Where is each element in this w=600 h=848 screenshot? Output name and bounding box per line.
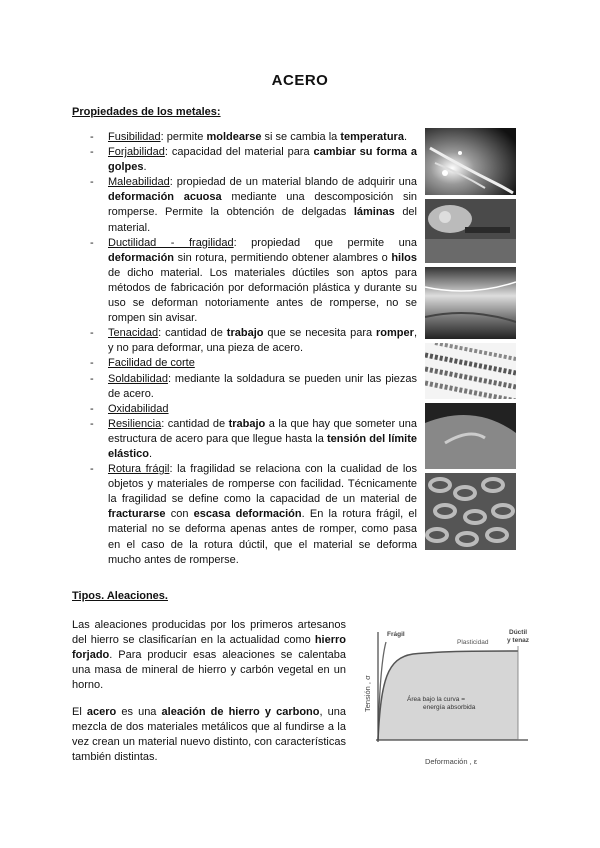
text: . xyxy=(148,447,153,460)
text: que se necesita para xyxy=(263,327,377,340)
text: . xyxy=(143,161,147,174)
term: Tenacidad xyxy=(108,327,159,340)
photo-steel-sheets xyxy=(425,267,516,339)
text: Las aleaciones producidas por los primeros artesanos del hierro se clasificarían en la actualidad como xyxy=(72,619,346,646)
x-axis-label: Deformación , ε xyxy=(425,757,478,766)
term: Maleabilidad xyxy=(108,176,170,189)
term: Soldabilidad xyxy=(108,372,168,385)
list-item xyxy=(90,462,417,568)
term: Rotura frágil xyxy=(108,463,170,476)
text: es una xyxy=(116,706,162,718)
text: : la fragilidad se relaciona con la cualidad de los objetos y materiales de romperse con facilidad. Técnicamente la fragilidad se define como la capacidad de un material de xyxy=(108,463,417,506)
term: Fusibilidad xyxy=(108,131,161,143)
list-item xyxy=(90,236,417,327)
term: Ductilidad - fragilidad xyxy=(108,236,234,249)
label-area-2: energía absorbida xyxy=(423,704,476,711)
photo-chains xyxy=(425,473,516,550)
bold-text: deformación acuosa xyxy=(108,191,222,204)
text: : cantidad de xyxy=(158,327,227,340)
text: con xyxy=(165,508,194,521)
list-item xyxy=(90,402,417,417)
bold-text: moldearse xyxy=(206,131,262,143)
bold-text: hilos xyxy=(391,251,417,264)
text: : capacidad del material para xyxy=(164,146,314,159)
section-heading-tipos: Tipos. Aleaciones. xyxy=(72,590,168,602)
bold-text: aleación de hierro y carbono xyxy=(161,706,320,718)
photo-wire-cables xyxy=(425,343,516,399)
text: a la que hay que someter una estructura de acero para que llegue hasta la xyxy=(108,417,417,445)
label-tenaz: y tenaz xyxy=(507,637,530,644)
bold-text: escasa deformación xyxy=(193,508,302,521)
list-item xyxy=(90,372,417,402)
bold-text: acero xyxy=(86,706,117,718)
text: de dicho material. Los materiales dúctiles son aptos para métodos de fabricación por deformación plástica y durante su uso se deforman notoriamente antes de romperse, no se rompen sin avisar. xyxy=(108,266,417,325)
bold-text: hierro forjado xyxy=(72,634,346,661)
text: , una mezcla de dos materiales metálicos que al fundirse a la vez crean un material nuevo distinto, con características también distintas. xyxy=(72,706,346,763)
paragraph-aleaciones xyxy=(72,618,346,693)
photo-steel-fracture xyxy=(425,403,516,469)
label-ductil: Dúctil xyxy=(509,629,528,636)
bold-text: cambiar su forma a golpes xyxy=(108,146,418,174)
section-heading-propiedades: Propiedades de los metales: xyxy=(72,106,221,118)
bold-text: trabajo xyxy=(228,417,266,430)
text: del material. xyxy=(108,206,417,234)
bold-text: fracturarse xyxy=(108,508,166,521)
text: mediante una descomposición sin romperse. Permite la obtención de delgadas xyxy=(108,191,418,219)
term: Facilidad de corte xyxy=(108,357,195,370)
bold-text: tensión del límite elástico xyxy=(108,432,417,460)
text: : cantidad de xyxy=(161,417,229,430)
label-plasticidad: Plasticidad xyxy=(457,639,489,646)
text: : mediante la soldadura se pueden unir las piezas de acero. xyxy=(108,372,417,400)
term: Forjabilidad xyxy=(108,146,165,159)
y-axis-label: Tensión , σ xyxy=(363,675,372,712)
text: : permite xyxy=(160,131,207,143)
photo-molten-metal xyxy=(425,128,516,195)
bold-text: temperatura xyxy=(340,131,404,143)
label-area-1: Área bajo la curva = xyxy=(407,696,465,703)
term: Resiliencia xyxy=(108,417,162,430)
text: . xyxy=(403,131,407,143)
list-item xyxy=(90,145,417,175)
bold-text: trabajo xyxy=(226,327,264,340)
stress-strain-diagram xyxy=(353,620,538,782)
photo-forging xyxy=(425,199,516,263)
list-item xyxy=(90,356,417,371)
list-item xyxy=(90,175,417,235)
text: si se cambia la xyxy=(261,131,341,143)
bold-text: láminas xyxy=(353,206,395,219)
text: El xyxy=(72,706,87,718)
bold-text: romper xyxy=(376,327,414,340)
list-item xyxy=(90,326,417,356)
list-item xyxy=(90,130,417,145)
text: . Para producir esas aleaciones se calentaba una masa de mineral de hierro y carbón vegetal en un horno. xyxy=(72,649,346,691)
list-item xyxy=(90,417,417,462)
paragraph-acero xyxy=(72,705,346,765)
term: Oxidabilidad xyxy=(108,402,169,415)
bold-text: deformación xyxy=(108,251,175,264)
text: sin rotura, permitiendo obtener alambres o xyxy=(174,251,392,264)
photo-column xyxy=(425,128,516,554)
text: , y no para deformar, una pieza de acero. xyxy=(108,327,417,355)
page-title: ACERO xyxy=(271,72,329,89)
text: . En la rotura frágil, el material no se deforma apenas antes de romper, como pasa en el caso de la rotura dúctil, que el material se deforma mucho antes de romperse. xyxy=(108,508,417,566)
text: : propiedad de un material blando de adquirir una xyxy=(169,176,417,189)
label-fragil: Frágil xyxy=(387,631,405,638)
properties-list xyxy=(90,130,417,568)
text: : propiedad que permite una xyxy=(233,236,417,249)
